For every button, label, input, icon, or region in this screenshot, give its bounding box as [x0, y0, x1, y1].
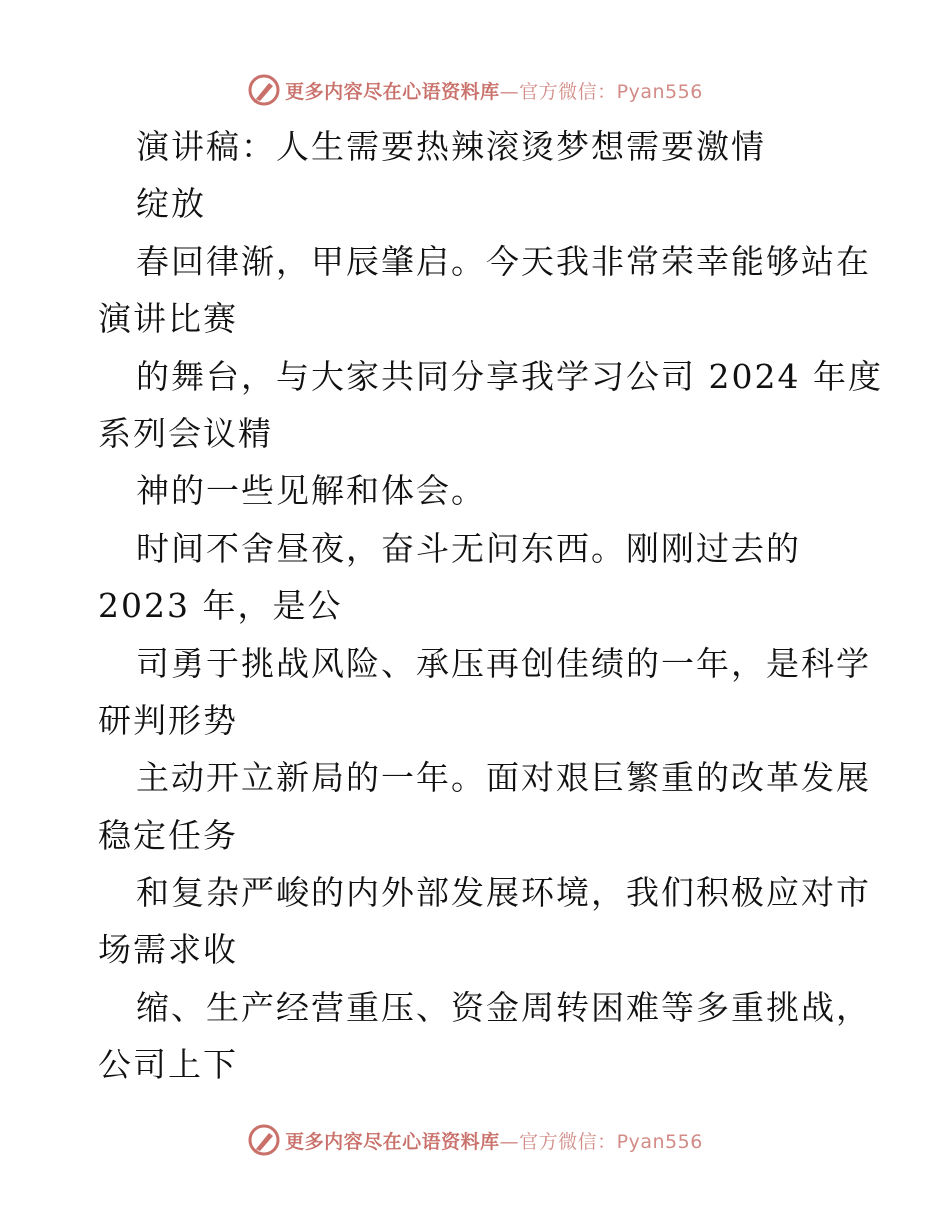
text-line: 时间不舍昼夜，奋斗无问东西。刚刚过去的 — [136, 528, 801, 568]
text-line: 演讲稿：人生需要热辣滚烫梦想需要激情 — [136, 127, 766, 166]
banner-separator: — — [499, 80, 520, 103]
text-line: 2023 年，是公 — [98, 586, 343, 626]
text-line: 公司上下 — [98, 1045, 238, 1085]
text-line: 演讲比赛 — [98, 299, 238, 339]
text-line: 春回律渐，甲辰肇启。今天我非常荣幸能够站在 — [136, 241, 871, 281]
text-line: 绽放 — [136, 184, 206, 224]
banner-brand: 更多内容尽在心语资料库 — [285, 80, 500, 103]
text-line: 研判形势 — [98, 700, 238, 740]
banner-separator: — — [499, 1130, 520, 1153]
pen-in-circle-logo-icon — [247, 1123, 281, 1157]
text-line: 场需求收 — [98, 930, 238, 970]
text-line: 的舞台，与大家共同分享我学习公司 2024 年度 — [136, 356, 883, 396]
text-line: 神的一些见解和体会。 — [136, 471, 486, 511]
text-line: 和复杂严峻的内外部发展环境，我们积极应对市 — [136, 873, 871, 913]
text-line: 司勇于挑战风险、承压再创佳绩的一年，是科学 — [136, 643, 871, 683]
text-line: 主动开立新局的一年。面对艰巨繁重的改革发展 — [136, 758, 871, 798]
footer-banner — [0, 1120, 950, 1160]
header-banner — [0, 70, 950, 110]
banner-contact: 官方微信：Pyan556 — [519, 1130, 703, 1153]
text-line: 稳定任务 — [98, 815, 238, 855]
banner-brand: 更多内容尽在心语资料库 — [285, 1130, 500, 1153]
document-body — [98, 118, 883, 1094]
pen-in-circle-logo-icon — [247, 73, 281, 107]
text-line: 系列会议精 — [98, 413, 273, 453]
text-line: 缩、生产经营重压、资金周转困难等多重挑战， — [136, 987, 871, 1027]
banner-contact: 官方微信：Pyan556 — [519, 80, 703, 103]
